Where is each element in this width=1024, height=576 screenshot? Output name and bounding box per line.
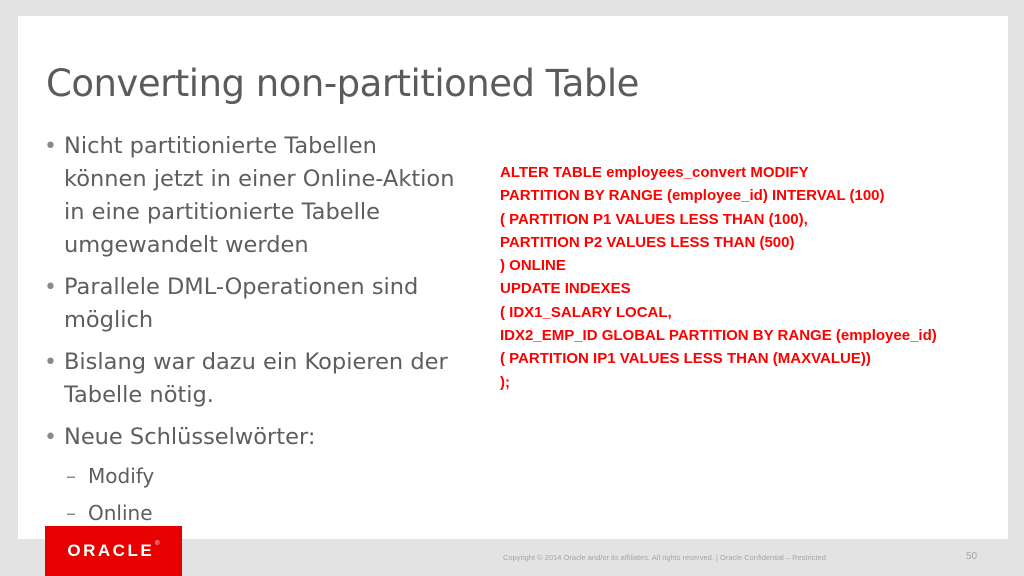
sub-bullet-text: Online: [88, 501, 153, 525]
logo-text: ORACLE: [67, 541, 155, 560]
registered-mark: ®: [155, 541, 160, 547]
sql-code-block: [500, 161, 1000, 394]
code-line: ( PARTITION P1 VALUES LESS THAN (100),: [500, 210, 808, 228]
copyright-notice: Copyright © 2014 Oracle and/or its affiliates. All rights reserved. | Oracle Confidential – Restricted: [503, 553, 826, 562]
bullet-dot: •: [44, 425, 57, 450]
bullet-text: Bislang war dazu ein Kopieren der Tabelle nötig.: [64, 349, 448, 408]
bullet-text: Nicht partitionierte Tabellen können jetzt in einer Online-Aktion in eine partitionierte Tabelle umgewandelt werden: [64, 133, 455, 258]
bullet-dot: •: [44, 134, 57, 159]
bullet-dot: •: [44, 350, 57, 375]
sub-bullet-text: Modify: [88, 464, 155, 488]
code-line: PARTITION BY RANGE (employee_id) INTERVAL (100): [500, 187, 885, 205]
sub-bullet-item: [66, 458, 464, 495]
code-line: ALTER TABLE employees_convert MODIFY: [500, 164, 809, 181]
slide-title: Converting non-partitioned Table: [46, 62, 639, 105]
bullet-item: [44, 271, 464, 337]
code-line: ) ONLINE: [500, 257, 566, 275]
sub-bullet-list: [64, 458, 464, 532]
code-line: PARTITION P2 VALUES LESS THAN (500): [500, 233, 795, 251]
oracle-logo: [45, 526, 182, 576]
code-line: ( IDX1_SALARY LOCAL,: [500, 303, 672, 321]
bullet-dot: •: [44, 275, 57, 300]
bullet-item: [44, 130, 464, 262]
code-line: UPDATE INDEXES: [500, 280, 631, 298]
bullet-text: Parallele DML-Operationen sind möglich: [64, 274, 419, 333]
code-line: ( PARTITION IP1 VALUES LESS THAN (MAXVALUE)): [500, 350, 871, 368]
code-line: IDX2_EMP_ID GLOBAL PARTITION BY RANGE (employee_id): [500, 327, 937, 345]
bullet-item: [44, 421, 464, 532]
page-number: 50: [966, 551, 978, 562]
sub-bullet-dash: –: [66, 464, 76, 488]
bullet-text: Neue Schlüsselwörter:: [64, 424, 316, 450]
sub-bullet-dash: –: [66, 501, 76, 525]
code-line: );: [500, 373, 510, 391]
bullet-item: [44, 346, 464, 412]
bullet-list: [44, 130, 464, 541]
